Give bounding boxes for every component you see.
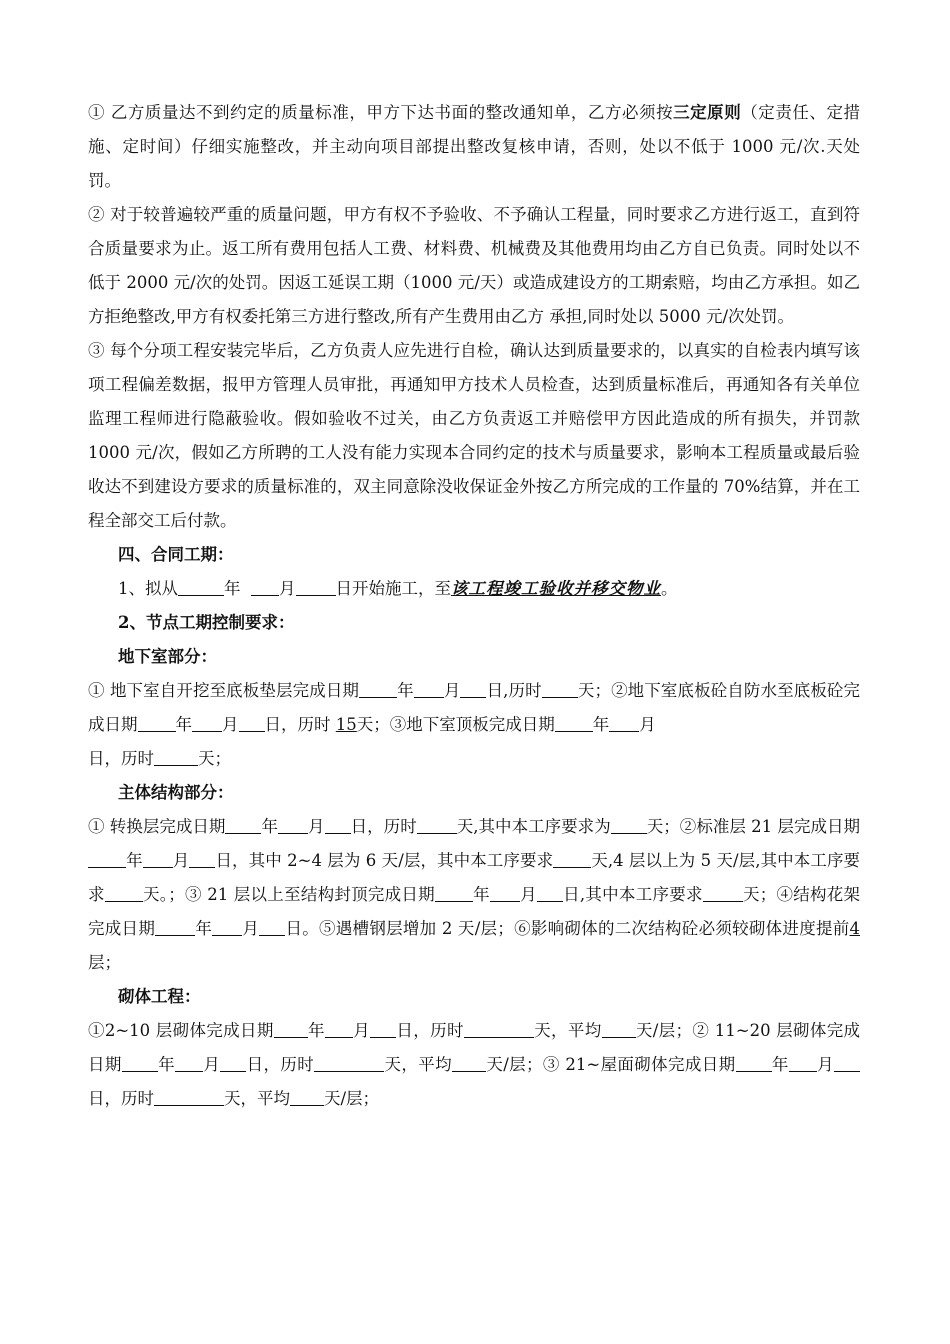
main-structure-schedule: ① 转换层完成日期 年 月 日，历时 天,其中本工序要求为 天；②标准层 21 层完成日期年 月 日，其中 2~4 层为 6 天/层，其中本工序要求 天,4 层以上为 5 天/层,其中本工序要求 天。；③ 21 层以上至结构封顶完成日期 年 月 日,其中本工序要求 天；④结构花架完成日期 年 月 日。⑤遇槽钢层增加 2 天/层；⑥影响砌体的二次结构砼必须较砌体进度提前4层； [88, 810, 860, 980]
clause-quality-2: ② 对于较普遍较严重的质量问题，甲方有权不予验收、不予确认工程量，同时要求乙方进行返工，直到符合质量要求为止。返工所有费用包括人工费、材料费、机械费及其他费用均由乙方自已负责。同时处以不低于 2000 元/次的处罚。因返工延误工期（1000 元/天）或造成建设方的工期索赔，均由乙方承担。如乙方拒绝整改,甲方有权委托第三方进行整改,所有产生费用由乙方 承担,同时处以 5000 元/次处罚。 [88, 205, 860, 326]
schedule-start-line: 1、拟从 年 月 日开始施工，至该工程竣工验收并移交物业。 [88, 572, 860, 606]
milestone-heading: 2、节点工期控制要求： [118, 613, 295, 632]
masonry-schedule: ①2~10 层砌体完成日期 年 月 日，历时 天，平均 天/层；② 11~20 层砌体完成日期 年 月 日，历时 天，平均 天/层；③ 21~屋面砌体完成日期 年 月日，历时 天，平均 天/层； [88, 1014, 860, 1116]
document-page [88, 96, 860, 1116]
basement-heading: 地下室部分： [118, 647, 217, 666]
main-structure-heading: 主体结构部分： [118, 783, 234, 802]
basement-schedule: ① 地下室自开挖至底板垫层完成日期 年 月 日,历时 天；②地下室底板砼自防水至底板砼完成日期 年 月 日，历时 15天；③地下室顶板完成日期 年 月 日，历时 天； [88, 674, 860, 776]
clause-quality-1: ① 乙方质量达不到约定的质量标准，甲方下达书面的整改通知单，乙方必须按三定原则（定责任、定措施、定时间）仔细实施整改，并主动向项目部提出整改复核申请，否则，处以不低于 1000 元/次.天处罚。 [88, 103, 860, 190]
section-heading-schedule: 四、合同工期： [118, 545, 234, 564]
clause-quality-3: ③ 每个分项工程安装完毕后，乙方负责人应先进行自检，确认达到质量要求的，以真实的自检表内填写该项工程偏差数据，报甲方管理人员审批，再通知甲方技术人员检查，达到质量标准后，再通知各有关单位监理工程师进行隐蔽验收。假如验收不过关，由乙方负责返工并赔偿甲方因此造成的所有损失，并罚款 1000 元/次，假如乙方所聘的工人没有能力实现本合同约定的技术与质量要求，影响本工程质量或最后验收达不到建设方要求的质量标准的，双主同意除没收保证金外按乙方所完成的工作量的 70%结算，并在工程全部交工后付款。 [88, 341, 860, 530]
masonry-heading: 砌体工程： [118, 987, 201, 1006]
